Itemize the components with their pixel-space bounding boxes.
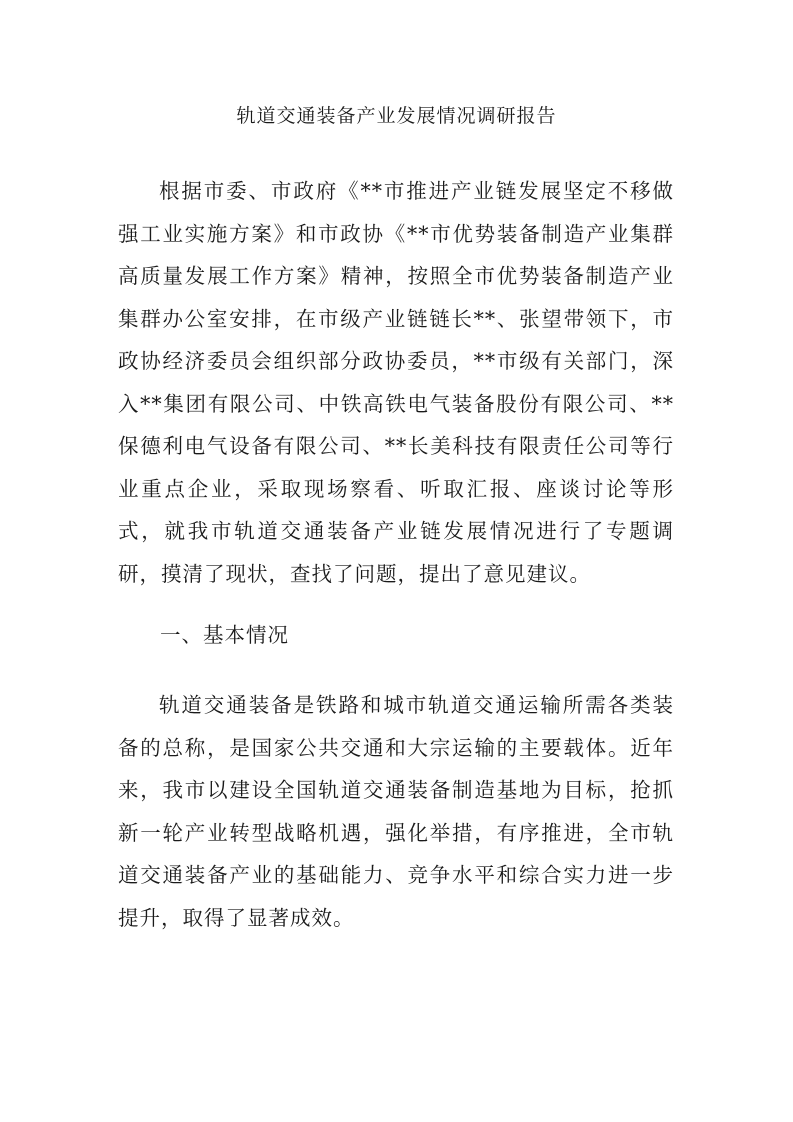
document-title: 轨道交通装备产业发展情况调研报告 <box>236 105 557 127</box>
section-heading-basic-situation: 一、基本情况 <box>160 623 289 647</box>
intro-paragraph: 根据市委、市政府《**市推进产业链发展坚定不移做强工业实施方案》和市政协《**市优势装备制造产业集群高质量发展工作方案》精神，按照全市优势装备制造产业集群办公室安排，在市级产业链链长**、张望带领下，市政协经济委员会组织部分政协委员，**市级有关部门，深入**集团有限公司、中铁高铁电气装备股份有限公司、**保德利电气设备有限公司、**长美科技有限责任公司等行业重点企业，采取现场察看、听取汇报、座谈讨论等形式，就我市轨道交通装备产业链发展情况进行了专题调研，摸清了现状，查找了问题，提出了意见建议。 <box>118 179 674 586</box>
section-paragraph-basic-situation: 轨道交通装备是铁路和城市轨道交通运输所需各类装备的总称，是国家公共交通和大宗运输的主要载体。近年来，我市以建设全国轨道交通装备制造基地为目标，抢抓新一轮产业转型战略机遇，强化举措，有序推进，全市轨道交通装备产业的基础能力、竞争水平和综合实力进一步提升，取得了显著成效。 <box>118 693 674 930</box>
